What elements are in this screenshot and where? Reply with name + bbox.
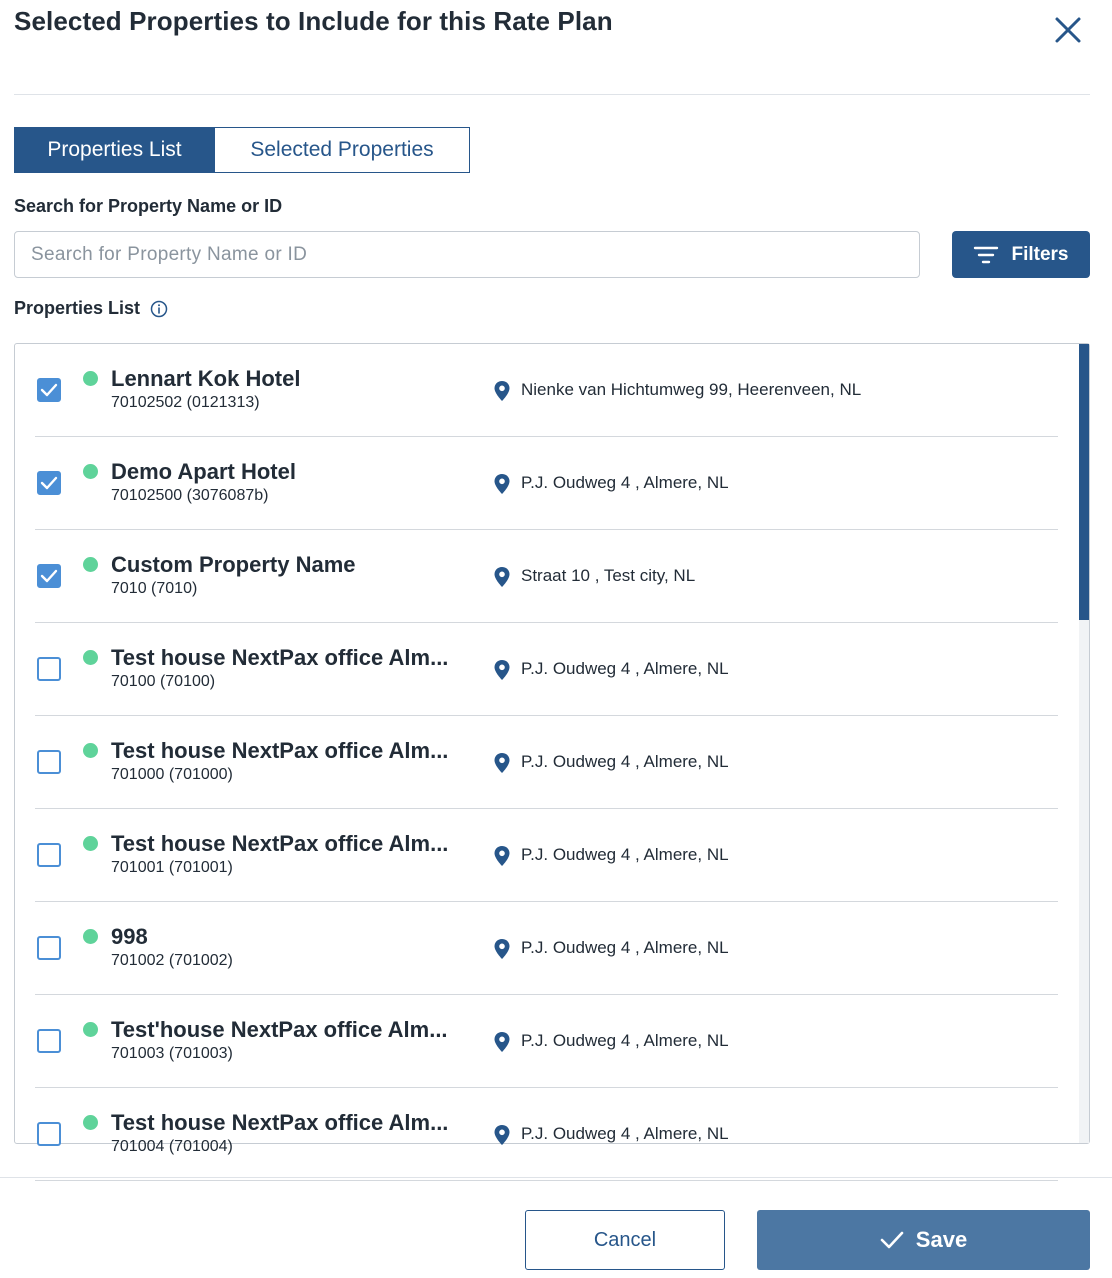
- location-pin-icon: [493, 473, 511, 495]
- footer-divider: [0, 1177, 1112, 1178]
- properties-list-heading: [14, 298, 168, 319]
- checkmark-icon: [40, 476, 58, 490]
- status-dot: [83, 557, 98, 572]
- properties-list: [14, 343, 1090, 1155]
- property-address: P.J. Oudweg 4 , Almere, NL: [521, 752, 729, 771]
- location-pin-icon: [493, 938, 511, 960]
- property-address: P.J. Oudweg 4 , Almere, NL: [521, 659, 729, 678]
- property-address: P.J. Oudweg 4 , Almere, NL: [521, 938, 729, 957]
- property-address: P.J. Oudweg 4 , Almere, NL: [521, 1031, 729, 1050]
- search-label: Search for Property Name or ID: [14, 196, 283, 216]
- property-id: 701003 (701003): [111, 1045, 233, 1062]
- property-address: P.J. Oudweg 4 , Almere, NL: [521, 1124, 729, 1143]
- property-name: Demo Apart Hotel: [111, 459, 296, 484]
- checkbox-unchecked[interactable]: [37, 750, 61, 774]
- property-id: 70100 (70100): [111, 673, 216, 690]
- list-item[interactable]: [35, 344, 1058, 437]
- list-item[interactable]: [35, 902, 1058, 995]
- property-name: Lennart Kok Hotel: [111, 366, 301, 391]
- list-item[interactable]: [35, 716, 1058, 809]
- checkbox-checked[interactable]: [37, 564, 61, 588]
- property-address: Nienke van Hichtumweg 99, Heerenveen, NL: [521, 380, 862, 399]
- tab-properties-list[interactable]: Properties List: [14, 127, 215, 173]
- checkbox-unchecked[interactable]: [37, 1122, 61, 1146]
- close-button[interactable]: [1050, 12, 1086, 48]
- property-id: 70102502 (0121313): [111, 394, 260, 411]
- list-item[interactable]: [35, 530, 1058, 623]
- checkmark-icon: [880, 1230, 904, 1250]
- filters-label: Filters: [1011, 243, 1069, 265]
- scrollbar[interactable]: [1079, 344, 1089, 1143]
- checkbox-unchecked[interactable]: [37, 936, 61, 960]
- status-dot: [83, 371, 98, 386]
- status-dot: [83, 464, 98, 479]
- property-id: 701001 (701001): [111, 859, 233, 876]
- save-button[interactable]: [757, 1210, 1090, 1270]
- property-name: 998: [111, 924, 148, 949]
- property-name: Test house NextPax office Alm...: [111, 1110, 449, 1135]
- checkbox-checked[interactable]: [37, 378, 61, 402]
- property-id: 701002 (701002): [111, 952, 233, 969]
- properties-list-label: Properties List: [14, 298, 141, 318]
- tab-bar: [14, 127, 470, 173]
- property-name: Test'house NextPax office Alm...: [111, 1017, 448, 1042]
- modal-title: Selected Properties to Include for this Rate Plan: [14, 6, 613, 36]
- checkbox-checked[interactable]: [37, 471, 61, 495]
- status-dot: [83, 1022, 98, 1037]
- save-label: Save: [915, 1227, 968, 1252]
- property-name: Test house NextPax office Alm...: [111, 645, 449, 670]
- tab-selected-properties[interactable]: Selected Properties: [215, 127, 470, 173]
- property-id: 701000 (701000): [111, 766, 233, 783]
- checkbox-unchecked[interactable]: [37, 843, 61, 867]
- list-item[interactable]: [35, 809, 1058, 902]
- info-circle-icon[interactable]: [150, 300, 168, 318]
- list-item[interactable]: [35, 995, 1058, 1088]
- status-dot: [83, 1115, 98, 1130]
- list-item[interactable]: [35, 437, 1058, 530]
- close-icon: [1054, 16, 1082, 44]
- location-pin-icon: [493, 659, 511, 681]
- filters-button[interactable]: [952, 231, 1090, 278]
- property-address: P.J. Oudweg 4 , Almere, NL: [521, 473, 729, 492]
- scrollbar-thumb[interactable]: [1079, 344, 1089, 620]
- property-name: Custom Property Name: [111, 552, 356, 577]
- property-id: 70102500 (3076087b): [111, 487, 269, 504]
- checkbox-unchecked[interactable]: [37, 1029, 61, 1053]
- status-dot: [83, 836, 98, 851]
- checkmark-icon: [40, 383, 58, 397]
- location-pin-icon: [493, 566, 511, 588]
- checkmark-icon: [40, 569, 58, 583]
- status-dot: [83, 929, 98, 944]
- header-divider: [14, 94, 1090, 95]
- location-pin-icon: [493, 380, 511, 402]
- property-id: 7010 (7010): [111, 580, 198, 597]
- search-input[interactable]: [14, 231, 920, 278]
- property-name: Test house NextPax office Alm...: [111, 738, 449, 763]
- property-address: Straat 10 , Test city, NL: [521, 566, 696, 585]
- location-pin-icon: [493, 1031, 511, 1053]
- location-pin-icon: [493, 752, 511, 774]
- list-item[interactable]: [35, 1088, 1058, 1181]
- location-pin-icon: [493, 845, 511, 867]
- status-dot: [83, 650, 98, 665]
- property-address: P.J. Oudweg 4 , Almere, NL: [521, 845, 729, 864]
- location-pin-icon: [493, 1124, 511, 1146]
- property-name: Test house NextPax office Alm...: [111, 831, 449, 856]
- status-dot: [83, 743, 98, 758]
- filter-icon: [973, 245, 999, 265]
- property-id: 701004 (701004): [111, 1138, 233, 1155]
- checkbox-unchecked[interactable]: [37, 657, 61, 681]
- cancel-button[interactable]: Cancel: [525, 1210, 725, 1270]
- list-item[interactable]: [35, 623, 1058, 716]
